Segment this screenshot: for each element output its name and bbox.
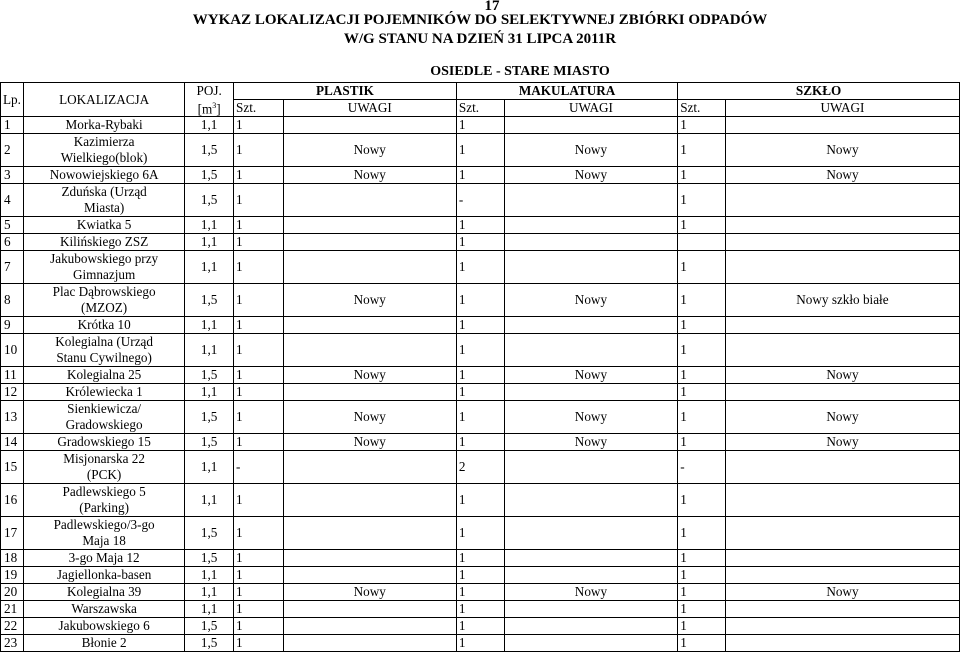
cell-makulatura-uwagi xyxy=(504,384,678,401)
cell-szklo-szt xyxy=(678,234,726,251)
cell-plastik-szt: 1 xyxy=(234,334,284,367)
cell-szklo-szt: 1 xyxy=(678,134,726,167)
cell-plastik-uwagi xyxy=(283,517,456,550)
document-subtitle: W/G STANU NA DZIEŃ 31 LIPCA 2011R xyxy=(343,31,617,47)
cell-plastik-szt: 1 xyxy=(234,284,284,317)
location-line: Gradowskiego xyxy=(65,417,143,433)
cell-poj: 1,5 xyxy=(185,167,234,184)
cell-plastik-uwagi: Nowy xyxy=(283,367,456,384)
cell-makulatura-szt: 1 xyxy=(456,601,504,618)
cell-szklo-szt: 1 xyxy=(678,384,726,401)
location-line: Miasta) xyxy=(83,200,125,216)
location-line: Padlewskiego 5 xyxy=(62,484,146,500)
cell-lp: 9 xyxy=(1,317,24,334)
cell-plastik-uwagi: Nowy xyxy=(283,167,456,184)
table-row xyxy=(1,434,960,451)
table-row xyxy=(1,384,960,401)
cell-plastik-szt: 1 xyxy=(234,550,284,567)
header-poj-close: ] xyxy=(216,101,221,117)
table-row xyxy=(1,567,960,584)
location-line: 3-go Maja 12 xyxy=(68,550,140,566)
table-row xyxy=(1,618,960,635)
table-row xyxy=(1,451,960,484)
cell-poj: 1,1 xyxy=(185,584,234,601)
cell-makulatura-uwagi: Nowy xyxy=(504,284,678,317)
cell-plastik-uwagi xyxy=(283,635,456,652)
page-number: 17 xyxy=(484,0,500,14)
cell-poj: 1,5 xyxy=(185,517,234,550)
cell-plastik-szt: 1 xyxy=(234,251,284,284)
cell-plastik-szt: 1 xyxy=(234,635,284,652)
cell-makulatura-szt: 1 xyxy=(456,217,504,234)
cell-makulatura-uwagi xyxy=(504,451,678,484)
cell-plastik-szt: 1 xyxy=(234,401,284,434)
cell-makulatura-szt: 1 xyxy=(456,384,504,401)
cell-makulatura-uwagi xyxy=(504,184,678,217)
cell-lp: 20 xyxy=(1,584,24,601)
table-row xyxy=(1,117,960,134)
cell-lokalizacja xyxy=(23,434,184,451)
cell-makulatura-szt: 1 xyxy=(456,167,504,184)
cell-szklo-uwagi xyxy=(725,567,959,584)
table-row xyxy=(1,134,960,167)
cell-szklo-uwagi xyxy=(725,217,959,234)
cell-makulatura-uwagi xyxy=(504,251,678,284)
cell-szklo-szt: 1 xyxy=(678,584,726,601)
cell-makulatura-szt: 1 xyxy=(456,117,504,134)
cell-plastik-uwagi: Nowy xyxy=(283,434,456,451)
cell-lokalizacja xyxy=(23,584,184,601)
cell-plastik-uwagi xyxy=(283,451,456,484)
cell-lokalizacja xyxy=(23,384,184,401)
cell-lp: 12 xyxy=(1,384,24,401)
table-row xyxy=(1,517,960,550)
cell-plastik-szt: 1 xyxy=(234,134,284,167)
cell-lp: 1 xyxy=(1,117,24,134)
cell-poj: 1,1 xyxy=(185,567,234,584)
cell-makulatura-szt: 1 xyxy=(456,317,504,334)
cell-szklo-uwagi: Nowy xyxy=(725,401,959,434)
cell-plastik-szt: 1 xyxy=(234,584,284,601)
cell-plastik-uwagi xyxy=(283,334,456,367)
cell-plastik-szt: 1 xyxy=(234,367,284,384)
cell-makulatura-szt: 1 xyxy=(456,134,504,167)
cell-plastik-szt: 1 xyxy=(234,317,284,334)
cell-plastik-uwagi xyxy=(283,384,456,401)
cell-makulatura-szt: 1 xyxy=(456,635,504,652)
header-makulatura: MAKULATURA xyxy=(456,83,677,100)
cell-makulatura-szt: 1 xyxy=(456,584,504,601)
cell-lokalizacja xyxy=(23,251,184,284)
cell-lokalizacja xyxy=(23,367,184,384)
cell-lokalizacja xyxy=(23,317,184,334)
location-line: Plac Dąbrowskiego xyxy=(52,284,156,300)
cell-szklo-szt: 1 xyxy=(678,317,726,334)
cell-lokalizacja xyxy=(23,334,184,367)
cell-szklo-uwagi xyxy=(725,234,959,251)
cell-poj: 1,1 xyxy=(185,384,234,401)
cell-lp: 8 xyxy=(1,284,24,317)
location-line: Maja 18 xyxy=(82,533,126,549)
cell-plastik-szt: 1 xyxy=(234,601,284,618)
cell-szklo-uwagi: Nowy xyxy=(725,367,959,384)
cell-lokalizacja xyxy=(23,117,184,134)
cell-szklo-uwagi xyxy=(725,334,959,367)
cell-szklo-szt: 1 xyxy=(678,117,726,134)
header-poj xyxy=(185,83,234,117)
location-line: Królewiecka 1 xyxy=(65,384,143,400)
cell-lokalizacja xyxy=(23,618,184,635)
cell-makulatura-uwagi xyxy=(504,618,678,635)
table-row xyxy=(1,550,960,567)
table-row xyxy=(1,217,960,234)
cell-lokalizacja xyxy=(23,234,184,251)
cell-poj: 1,5 xyxy=(185,550,234,567)
cell-szklo-szt: 1 xyxy=(678,334,726,367)
location-line: (PCK) xyxy=(86,467,122,483)
cell-szklo-uwagi: Nowy xyxy=(725,584,959,601)
cell-poj: 1,1 xyxy=(185,451,234,484)
cell-szklo-uwagi xyxy=(725,384,959,401)
cell-poj: 1,1 xyxy=(185,484,234,517)
cell-poj: 1,1 xyxy=(185,601,234,618)
cell-plastik-uwagi xyxy=(283,618,456,635)
cell-plastik-uwagi: Nowy xyxy=(283,584,456,601)
cell-lokalizacja xyxy=(23,517,184,550)
header-poj-unit: [m xyxy=(197,101,213,117)
header-plastik-szt: Szt. xyxy=(234,100,284,117)
cell-lokalizacja xyxy=(23,635,184,652)
cell-lokalizacja xyxy=(23,601,184,618)
section-title: OSIEDLE - STARE MIASTO xyxy=(430,64,610,79)
cell-szklo-uwagi: Nowy xyxy=(725,167,959,184)
cell-plastik-szt: 1 xyxy=(234,117,284,134)
table-row xyxy=(1,484,960,517)
cell-lp: 14 xyxy=(1,434,24,451)
document-title: WYKAZ LOKALIZACJI POJEMNIKÓW DO SELEKTYWNEJ ZBIÓRKI ODPADÓW xyxy=(192,12,768,28)
cell-lp: 5 xyxy=(1,217,24,234)
cell-lp: 22 xyxy=(1,618,24,635)
cell-poj: 1,5 xyxy=(185,134,234,167)
header-makulatura-szt: Szt. xyxy=(456,100,504,117)
table-row xyxy=(1,317,960,334)
cell-szklo-uwagi xyxy=(725,635,959,652)
cell-makulatura-szt: 1 xyxy=(456,284,504,317)
cell-lp: 17 xyxy=(1,517,24,550)
cell-szklo-szt: 1 xyxy=(678,434,726,451)
cell-makulatura-szt: 1 xyxy=(456,434,504,451)
header-szklo: SZKŁO xyxy=(678,83,960,100)
cell-poj: 1,5 xyxy=(185,184,234,217)
location-line: (MZOZ) xyxy=(81,300,128,316)
location-line: Błonie 2 xyxy=(81,635,127,651)
location-line: Morka-Rybaki xyxy=(65,117,143,133)
table-row xyxy=(1,251,960,284)
header-lokalizacja: LOKALIZACJA xyxy=(23,83,184,117)
cell-szklo-szt: 1 xyxy=(678,635,726,652)
table-row xyxy=(1,184,960,217)
cell-makulatura-uwagi: Nowy xyxy=(504,367,678,384)
table-row xyxy=(1,401,960,434)
cell-plastik-szt: 1 xyxy=(234,234,284,251)
cell-makulatura-uwagi xyxy=(504,334,678,367)
cell-lp: 16 xyxy=(1,484,24,517)
table-row xyxy=(1,601,960,618)
cell-szklo-szt: 1 xyxy=(678,251,726,284)
cell-szklo-szt: 1 xyxy=(678,284,726,317)
location-line: Misjonarska 22 xyxy=(63,451,145,467)
cell-lp: 7 xyxy=(1,251,24,284)
cell-plastik-szt: 1 xyxy=(234,217,284,234)
cell-makulatura-szt: 1 xyxy=(456,367,504,384)
cell-plastik-uwagi xyxy=(283,217,456,234)
cell-lp: 11 xyxy=(1,367,24,384)
cell-plastik-uwagi xyxy=(283,601,456,618)
location-line: Kazimierza xyxy=(73,134,135,150)
header-poj-sup: 3 xyxy=(212,101,217,110)
cell-lokalizacja xyxy=(23,401,184,434)
location-line: Sienkiewicza/ xyxy=(67,401,142,417)
location-line: Kolegialna 25 xyxy=(66,367,142,383)
cell-plastik-uwagi xyxy=(283,550,456,567)
cell-szklo-szt: - xyxy=(678,451,726,484)
header-row xyxy=(1,83,960,100)
cell-poj: 1,1 xyxy=(185,334,234,367)
cell-plastik-uwagi xyxy=(283,251,456,284)
cell-lp: 10 xyxy=(1,334,24,367)
cell-lokalizacja xyxy=(23,284,184,317)
location-line: Kwiatka 5 xyxy=(76,217,132,233)
cell-szklo-szt: 1 xyxy=(678,367,726,384)
cell-poj: 1,1 xyxy=(185,317,234,334)
header-plastik-uwagi: UWAGI xyxy=(283,100,456,117)
header-plastik: PLASTIK xyxy=(234,83,457,100)
cell-makulatura-szt: 1 xyxy=(456,251,504,284)
location-line: Gradowskiego 15 xyxy=(57,434,151,450)
cell-makulatura-uwagi: Nowy xyxy=(504,584,678,601)
cell-plastik-szt: 1 xyxy=(234,384,284,401)
location-line: Padlewskiego/3-go xyxy=(53,517,155,533)
cell-szklo-szt: 1 xyxy=(678,550,726,567)
cell-makulatura-uwagi xyxy=(504,550,678,567)
location-line: Jakubowskiego przy xyxy=(50,251,159,267)
cell-plastik-uwagi xyxy=(283,117,456,134)
cell-makulatura-uwagi: Nowy xyxy=(504,434,678,451)
cell-plastik-uwagi xyxy=(283,184,456,217)
cell-makulatura-szt: 1 xyxy=(456,517,504,550)
cell-plastik-uwagi xyxy=(283,234,456,251)
table-row xyxy=(1,167,960,184)
cell-plastik-uwagi xyxy=(283,567,456,584)
header-lp: Lp. xyxy=(1,83,24,117)
cell-szklo-uwagi xyxy=(725,184,959,217)
cell-szklo-uwagi xyxy=(725,117,959,134)
cell-poj: 1,5 xyxy=(185,635,234,652)
cell-poj: 1,5 xyxy=(185,284,234,317)
cell-poj: 1,1 xyxy=(185,217,234,234)
cell-plastik-uwagi xyxy=(283,484,456,517)
cell-poj: 1,5 xyxy=(185,618,234,635)
cell-szklo-szt: 1 xyxy=(678,217,726,234)
cell-lokalizacja xyxy=(23,167,184,184)
cell-szklo-uwagi xyxy=(725,251,959,284)
location-line: Krótka 10 xyxy=(77,317,131,333)
location-line: Wielkiego(blok) xyxy=(60,150,148,166)
cell-lp: 6 xyxy=(1,234,24,251)
cell-szklo-szt: 1 xyxy=(678,167,726,184)
cell-plastik-szt: 1 xyxy=(234,517,284,550)
table-row xyxy=(1,334,960,367)
cell-plastik-szt: - xyxy=(234,451,284,484)
location-line: Jakubowskiego 6 xyxy=(58,618,150,634)
cell-szklo-uwagi: Nowy szkło białe xyxy=(725,284,959,317)
location-line: Warszawska xyxy=(71,601,137,617)
cell-szklo-uwagi xyxy=(725,484,959,517)
cell-plastik-uwagi: Nowy xyxy=(283,284,456,317)
location-line: Gimnazjum xyxy=(72,267,136,283)
cell-szklo-uwagi xyxy=(725,517,959,550)
cell-makulatura-uwagi: Nowy xyxy=(504,167,678,184)
table-row xyxy=(1,584,960,601)
cell-plastik-uwagi xyxy=(283,317,456,334)
location-line: Stanu Cywilnego) xyxy=(56,350,152,366)
cell-lokalizacja xyxy=(23,217,184,234)
cell-makulatura-uwagi xyxy=(504,117,678,134)
table-body xyxy=(1,117,960,652)
cell-plastik-uwagi: Nowy xyxy=(283,134,456,167)
cell-makulatura-uwagi: Nowy xyxy=(504,134,678,167)
cell-plastik-szt: 1 xyxy=(234,567,284,584)
table-row xyxy=(1,635,960,652)
cell-makulatura-uwagi xyxy=(504,517,678,550)
cell-poj: 1,5 xyxy=(185,401,234,434)
cell-lp: 4 xyxy=(1,184,24,217)
cell-poj: 1,5 xyxy=(185,434,234,451)
cell-makulatura-uwagi xyxy=(504,601,678,618)
cell-szklo-uwagi xyxy=(725,317,959,334)
header-szklo-uwagi: UWAGI xyxy=(725,100,959,117)
cell-szklo-szt: 1 xyxy=(678,484,726,517)
cell-szklo-uwagi xyxy=(725,601,959,618)
cell-lp: 18 xyxy=(1,550,24,567)
cell-makulatura-szt: 1 xyxy=(456,550,504,567)
cell-szklo-uwagi: Nowy xyxy=(725,134,959,167)
location-line: (Parking) xyxy=(79,500,130,516)
cell-lp: 13 xyxy=(1,401,24,434)
location-line: Jagiellonka-basen xyxy=(56,567,152,583)
cell-szklo-uwagi: Nowy xyxy=(725,434,959,451)
cell-lp: 3 xyxy=(1,167,24,184)
location-line: Nowowiejskiego 6A xyxy=(49,167,159,183)
cell-szklo-szt: 1 xyxy=(678,517,726,550)
cell-lokalizacja xyxy=(23,567,184,584)
header-szklo-szt: Szt. xyxy=(678,100,726,117)
cell-lp: 23 xyxy=(1,635,24,652)
cell-lp: 15 xyxy=(1,451,24,484)
cell-lp: 21 xyxy=(1,601,24,618)
location-line: Kilińskiego ZSZ xyxy=(59,234,149,250)
cell-szklo-szt: 1 xyxy=(678,601,726,618)
cell-lokalizacja xyxy=(23,134,184,167)
cell-lokalizacja xyxy=(23,550,184,567)
cell-lp: 19 xyxy=(1,567,24,584)
cell-szklo-szt: 1 xyxy=(678,184,726,217)
cell-makulatura-uwagi xyxy=(504,217,678,234)
cell-szklo-uwagi xyxy=(725,618,959,635)
location-line: Kolegialna (Urząd xyxy=(55,334,153,350)
cell-makulatura-uwagi xyxy=(504,567,678,584)
cell-plastik-szt: 1 xyxy=(234,434,284,451)
cell-makulatura-szt: 1 xyxy=(456,234,504,251)
cell-makulatura-szt: 1 xyxy=(456,618,504,635)
cell-lokalizacja xyxy=(23,184,184,217)
cell-makulatura-uwagi xyxy=(504,484,678,517)
cell-plastik-szt: 1 xyxy=(234,184,284,217)
cell-plastik-szt: 1 xyxy=(234,167,284,184)
cell-szklo-szt: 1 xyxy=(678,618,726,635)
cell-szklo-szt: 1 xyxy=(678,401,726,434)
cell-makulatura-szt: 1 xyxy=(456,567,504,584)
cell-poj: 1,1 xyxy=(185,251,234,284)
cell-makulatura-szt: - xyxy=(456,184,504,217)
cell-plastik-szt: 1 xyxy=(234,618,284,635)
cell-makulatura-uwagi xyxy=(504,317,678,334)
table-row xyxy=(1,234,960,251)
cell-szklo-uwagi xyxy=(725,550,959,567)
cell-plastik-szt: 1 xyxy=(234,484,284,517)
location-line: Kolegialna 39 xyxy=(66,584,142,600)
cell-makulatura-uwagi: Nowy xyxy=(504,401,678,434)
cell-szklo-szt: 1 xyxy=(678,567,726,584)
container-locations-table xyxy=(0,82,960,652)
cell-makulatura-szt: 1 xyxy=(456,334,504,367)
table-row xyxy=(1,367,960,384)
cell-makulatura-szt: 2 xyxy=(456,451,504,484)
header-makulatura-uwagi: UWAGI xyxy=(504,100,678,117)
header-poj-line1: POJ. xyxy=(196,83,222,98)
cell-szklo-uwagi xyxy=(725,451,959,484)
cell-poj: 1,1 xyxy=(185,117,234,134)
cell-lokalizacja xyxy=(23,484,184,517)
cell-makulatura-uwagi xyxy=(504,635,678,652)
cell-poj: 1,5 xyxy=(185,367,234,384)
cell-plastik-uwagi: Nowy xyxy=(283,401,456,434)
cell-makulatura-uwagi xyxy=(504,234,678,251)
cell-makulatura-szt: 1 xyxy=(456,401,504,434)
cell-makulatura-szt: 1 xyxy=(456,484,504,517)
location-line: Zduńska (Urząd xyxy=(61,184,147,200)
cell-poj: 1,1 xyxy=(185,234,234,251)
cell-lokalizacja xyxy=(23,451,184,484)
cell-lp: 2 xyxy=(1,134,24,167)
table-row xyxy=(1,284,960,317)
